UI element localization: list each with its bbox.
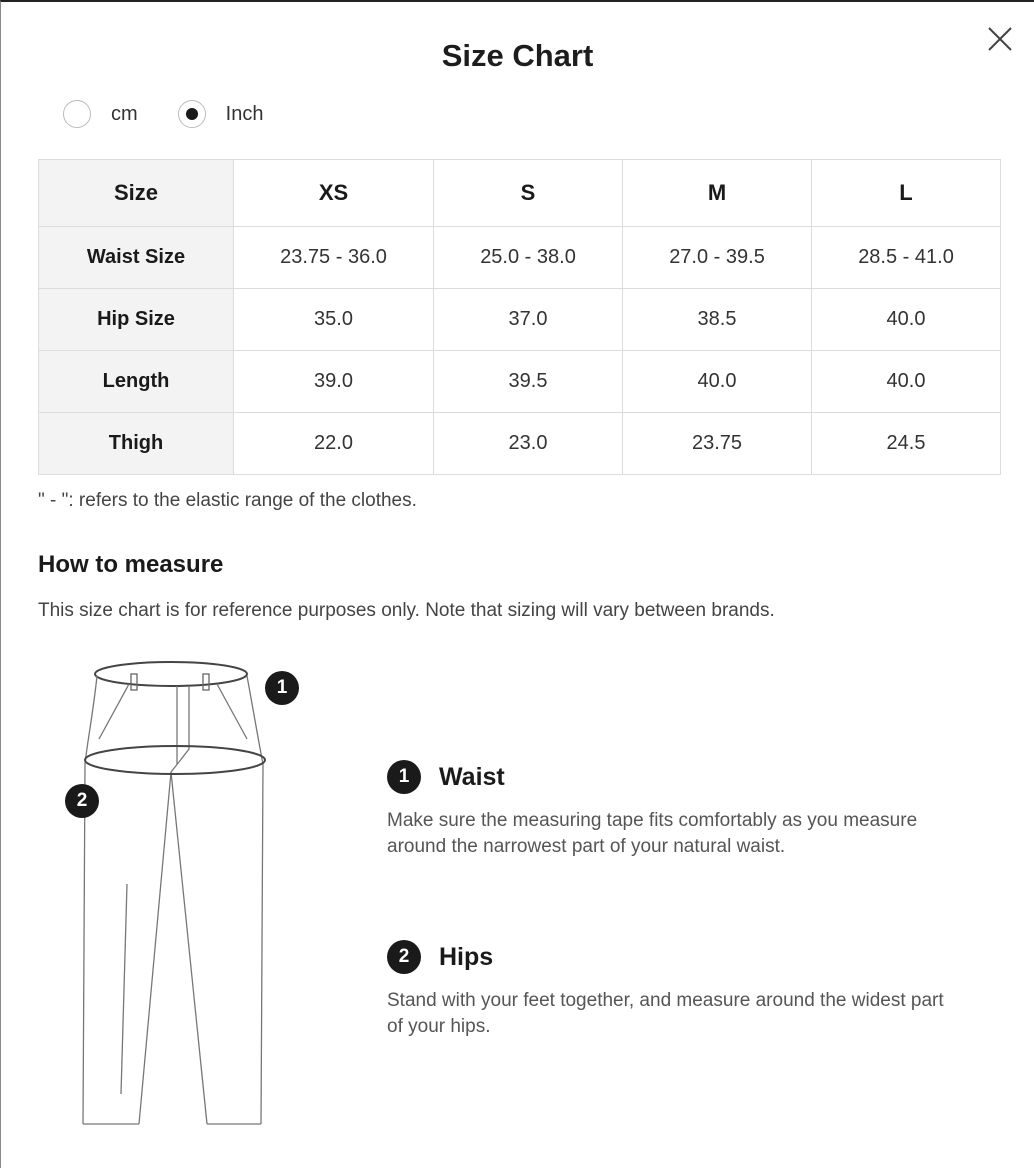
- measure-item-hips: [387, 940, 987, 1040]
- number-badge: 1: [387, 760, 421, 794]
- unit-label-cm: cm: [111, 102, 138, 125]
- measure-title: Waist: [439, 762, 505, 791]
- column-header: L: [812, 160, 1001, 227]
- measure-item-waist: [387, 760, 987, 860]
- column-header: S: [434, 160, 623, 227]
- waist-marker: [265, 671, 299, 705]
- table-cell: 23.75: [623, 413, 812, 475]
- table-cell: 28.5 - 41.0: [812, 227, 1001, 289]
- row-header: Length: [39, 351, 234, 413]
- how-to-measure-heading: How to measure: [38, 551, 224, 578]
- table-cell: 24.5: [812, 413, 1001, 475]
- radio-button[interactable]: [63, 100, 91, 128]
- elastic-range-note: " - ": refers to the elastic range of the clothes.: [38, 490, 417, 511]
- unit-selector: [63, 100, 303, 128]
- number-badge: 1: [265, 671, 299, 705]
- table-row: [39, 289, 1001, 351]
- table-cell: 40.0: [812, 289, 1001, 351]
- number-badge: 2: [65, 784, 99, 818]
- table-cell: 40.0: [623, 351, 812, 413]
- row-header: Waist Size: [39, 227, 234, 289]
- close-icon[interactable]: [985, 24, 1015, 54]
- table-row: [39, 227, 1001, 289]
- table-header-row: [39, 160, 1001, 227]
- pants-illustration: [59, 654, 309, 1144]
- hips-marker: [65, 784, 99, 818]
- table-cell: 23.75 - 36.0: [234, 227, 434, 289]
- table-cell: 38.5: [623, 289, 812, 351]
- column-header: M: [623, 160, 812, 227]
- unit-label-inch: Inch: [225, 102, 264, 125]
- table-row: [39, 413, 1001, 475]
- disclaimer-text: This size chart is for reference purposes only. Note that sizing will vary between brands.: [38, 600, 775, 621]
- table-cell: 23.0: [434, 413, 623, 475]
- table-cell: 37.0: [434, 289, 623, 351]
- table-cell: 22.0: [234, 413, 434, 475]
- measure-description: Stand with your feet together, and measure around the widest part of your hips.: [387, 990, 944, 1037]
- radio-button-selected[interactable]: [178, 100, 206, 128]
- column-header: XS: [234, 160, 434, 227]
- measure-description: Make sure the measuring tape fits comfortably as you measure around the narrowest part of your natural waist.: [387, 810, 918, 857]
- table-cell: 40.0: [812, 351, 1001, 413]
- table-cell: 27.0 - 39.5: [623, 227, 812, 289]
- number-badge: 2: [387, 940, 421, 974]
- table-row: [39, 351, 1001, 413]
- row-header: Hip Size: [39, 289, 234, 351]
- table-cell: 25.0 - 38.0: [434, 227, 623, 289]
- unit-radio-cm[interactable]: [63, 100, 138, 128]
- table-cell: 39.0: [234, 351, 434, 413]
- page-title: Size Chart: [441, 38, 594, 73]
- column-header: Size: [39, 160, 234, 227]
- table-cell: 35.0: [234, 289, 434, 351]
- table-cell: 39.5: [434, 351, 623, 413]
- row-header: Thigh: [39, 413, 234, 475]
- unit-radio-inch[interactable]: [178, 100, 264, 128]
- size-table: [38, 159, 1001, 475]
- measure-title: Hips: [439, 942, 494, 971]
